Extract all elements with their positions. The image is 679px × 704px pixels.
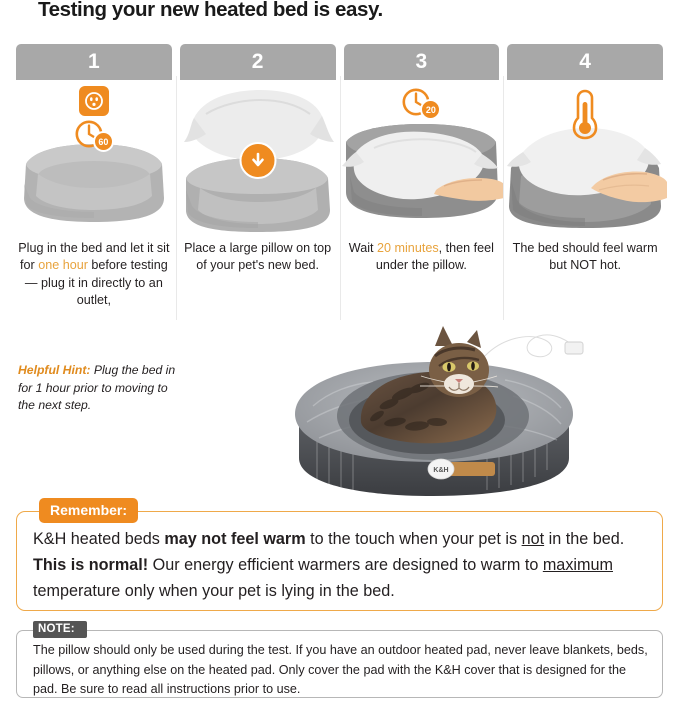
step-number-1: 1 bbox=[16, 44, 172, 80]
svg-text:K&H: K&H bbox=[433, 467, 449, 474]
step-art-4 bbox=[503, 80, 667, 240]
down-arrow-icon bbox=[239, 142, 276, 179]
caption-text: , then feel under the pillow. bbox=[375, 241, 494, 273]
step-number-2: 2 bbox=[180, 44, 336, 80]
remember-part: in the bed. bbox=[544, 530, 625, 548]
remember-part: Our energy efficient warmers are designed to warm to bbox=[148, 556, 543, 574]
page-title: Testing your new heated bed is easy. bbox=[38, 0, 383, 21]
remember-part-underline: maximum bbox=[542, 556, 613, 574]
step-caption-3 bbox=[340, 240, 504, 275]
remember-part-underline: not bbox=[521, 530, 545, 548]
caption-text: Plug in the bed and let it sit for bbox=[18, 241, 170, 273]
step-panel-1 bbox=[12, 44, 176, 310]
remember-part: K&H heated beds bbox=[33, 530, 165, 548]
cat-in-heated-bed-photo bbox=[277, 322, 587, 498]
caption-highlight: one hour bbox=[38, 258, 88, 273]
power-cord bbox=[483, 335, 583, 358]
remember-box bbox=[16, 502, 663, 611]
helpful-hint-label: Helpful Hint: bbox=[18, 363, 91, 377]
brand-tag bbox=[428, 459, 495, 479]
outlet-icon bbox=[79, 86, 109, 116]
step-panel-3 bbox=[340, 44, 504, 310]
step-caption-1 bbox=[12, 240, 176, 310]
step-caption-4: The bed should feel warm but NOT hot. bbox=[512, 241, 658, 273]
remember-part-bold: This is normal! bbox=[33, 556, 149, 574]
step-3-icons bbox=[340, 86, 504, 120]
thermometer-icon bbox=[569, 86, 601, 147]
step-art-2 bbox=[176, 80, 340, 240]
remember-part: temperature only when your pet is lying in the bed. bbox=[33, 582, 395, 600]
step-panel-4 bbox=[503, 44, 667, 310]
remember-text bbox=[33, 526, 651, 604]
step-art-1 bbox=[12, 80, 176, 240]
caption-highlight: 20 minutes bbox=[377, 241, 439, 255]
clock-icon bbox=[74, 118, 114, 152]
helpful-hint bbox=[18, 362, 176, 415]
steps-container bbox=[12, 44, 667, 310]
caption-text: Wait bbox=[348, 241, 378, 255]
clock-icon bbox=[401, 86, 441, 120]
step-1-icons bbox=[12, 86, 176, 152]
step-number-4: 4 bbox=[507, 44, 663, 80]
note-badge: NOTE: bbox=[33, 621, 87, 638]
step-caption-2: Place a large pillow on top of your pet's new bed. bbox=[184, 241, 332, 273]
helpful-hint-text: Plug the bed in for 1 hour prior to moving to the next step. bbox=[18, 363, 176, 413]
step-panel-2 bbox=[176, 44, 340, 310]
note-box bbox=[16, 623, 663, 698]
note-text: The pillow should only be used during the test. If you have an outdoor heated pad, never leave blankets, beds, pillows, or anything else on the heated pad. Only cover the pad with the K&H cover that is designed for the pad. Be sure to read all instructions prior to use. bbox=[33, 643, 648, 696]
clock-badge-value-20: 20 bbox=[420, 99, 441, 120]
cat-ear-left bbox=[435, 326, 453, 346]
clock-badge-value-60: 60 bbox=[93, 131, 114, 152]
step-art-3 bbox=[340, 80, 504, 240]
caption-text: before testing — plug it in directly to an outlet, bbox=[24, 258, 168, 308]
remember-badge: Remember: bbox=[39, 498, 138, 523]
step-4-icons bbox=[503, 86, 667, 147]
step-number-3: 3 bbox=[344, 44, 500, 80]
remember-part: to the touch when your pet is bbox=[305, 530, 522, 548]
remember-part-bold: may not feel warm bbox=[164, 530, 306, 548]
